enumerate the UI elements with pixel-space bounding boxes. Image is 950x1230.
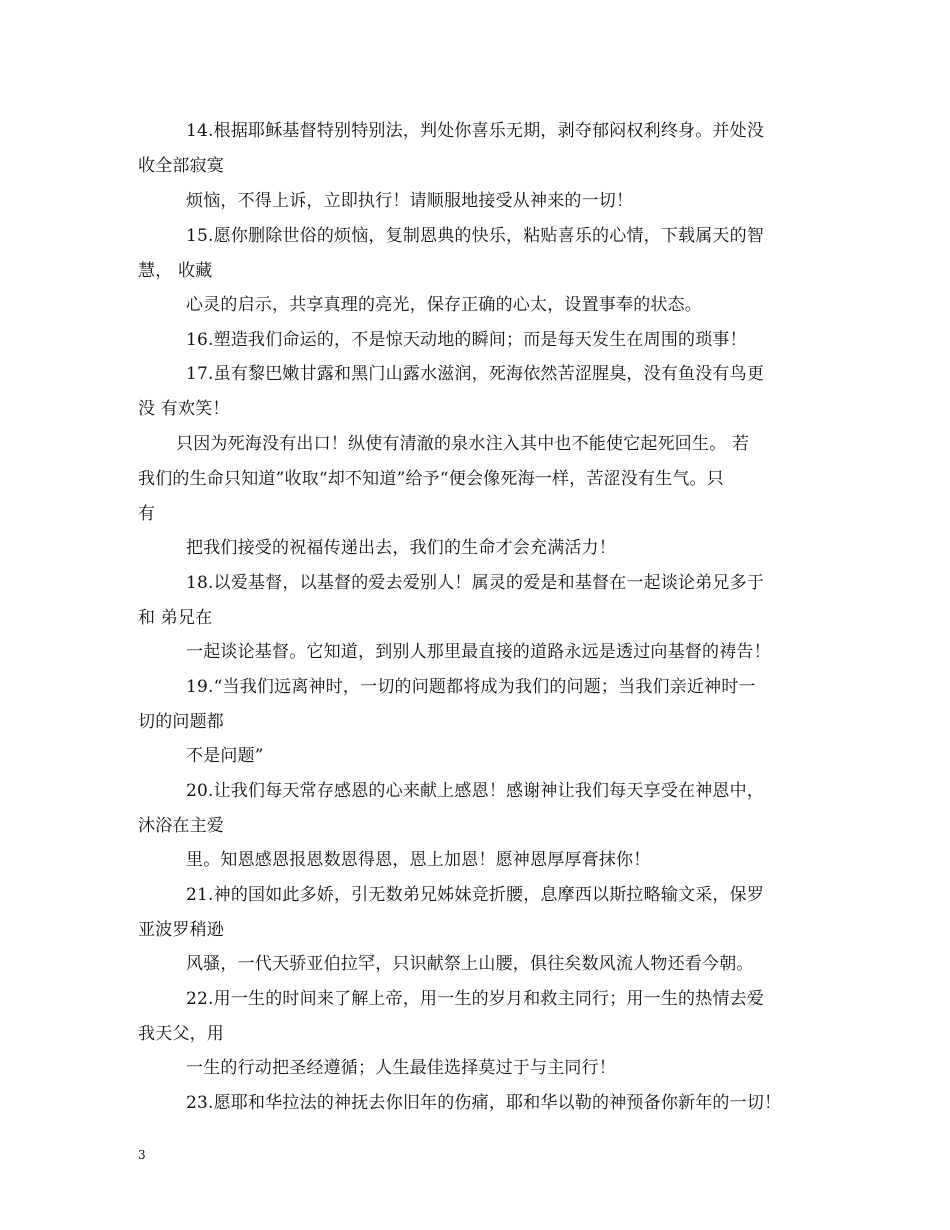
text-line: 23.愿耶和华拉法的神抚去你旧年的伤痛，耶和华以勒的神预备你新年的一切！: [186, 1093, 782, 1113]
text-line: 没 有欢笑！: [138, 399, 230, 419]
text-line: 慧， 收藏: [138, 261, 213, 281]
text-line: 沐浴在主爱: [138, 816, 224, 836]
text-line: 切的问题都: [138, 712, 224, 732]
text-line: 只因为死海没有出口！纵使有清澈的泉水注入其中也不能使它起死回生。 若: [176, 434, 750, 454]
text-line: 我天父，用: [138, 1024, 224, 1044]
text-line: 21.神的国如此多娇，引无数弟兄姊妹竞折腰，息摩西以斯拉略输文采，保罗: [186, 885, 765, 905]
text-line: 一起谈论基督。它知道，到别人那里最直接的道路永远是透过向基督的祷告！: [186, 642, 771, 662]
text-line: 风骚，一代天骄亚伯拉罕，只识献祭上山腰，俱往矣数风流人物还看今朝。: [186, 954, 754, 974]
text-line: 有: [138, 504, 156, 524]
text-line: 17.虽有黎巴嫩甘露和黑门山露水滋润，死海依然苦涩腥臭，没有鱼没有鸟更: [186, 364, 765, 384]
text-line: 和 弟兄在: [138, 608, 213, 628]
text-line: 不是问题”: [186, 746, 264, 766]
text-line: 16.塑造我们命运的，不是惊天动地的瞬间；而是每天发生在周围的琐事！: [186, 330, 747, 350]
text-line: 把我们接受的祝福传递出去，我们的生命才会充满活力！: [186, 538, 616, 558]
text-line: 里。知恩感恩报恩数恩得恩，恩上加恩！愿神恩厚厚膏抹你！: [186, 850, 651, 870]
text-line: 20.让我们每天常存感恩的心来献上感恩！感谢神让我们每天享受在神恩中，: [186, 781, 765, 801]
text-line: 14.根据耶稣基督特别特别法，判处你喜乐无期，剥夺郁闷权利终身。并处没: [186, 121, 765, 141]
text-line: 一生的行动把圣经遵循；人生最佳选择莫过于与主同行！: [186, 1058, 616, 1078]
text-line: 亚波罗稍逊: [138, 920, 224, 940]
text-line: 22.用一生的时间来了解上帝，用一生的岁月和救主同行；用一生的热情去爱: [186, 989, 765, 1009]
text-line: 18.以爱基督，以基督的爱去爱别人！属灵的爱是和基督在一起谈论弟兄多于: [186, 573, 765, 593]
text-line: 我们的生命只知道”收取“却不知道”给予“便会像死海一样，苦涩没有生气。只: [138, 469, 724, 489]
text-line: 心灵的启示，共享真理的亮光，保存正确的心太，设置事奉的状态。: [186, 295, 702, 315]
text-line: 收全部寂寞: [138, 156, 224, 176]
text-line: 15.愿你删除世俗的烦恼，复制恩典的快乐，粘贴喜乐的心情，下载属天的智: [186, 226, 765, 246]
text-line: 19.“当我们远离神时，一切的问题都将成为我们的问题；当我们亲近神时一: [186, 677, 756, 697]
page-number: 3: [138, 1148, 146, 1162]
text-line: 烦恼，不得上诉，立即执行！请顺服地接受从神来的一切！: [186, 191, 634, 211]
